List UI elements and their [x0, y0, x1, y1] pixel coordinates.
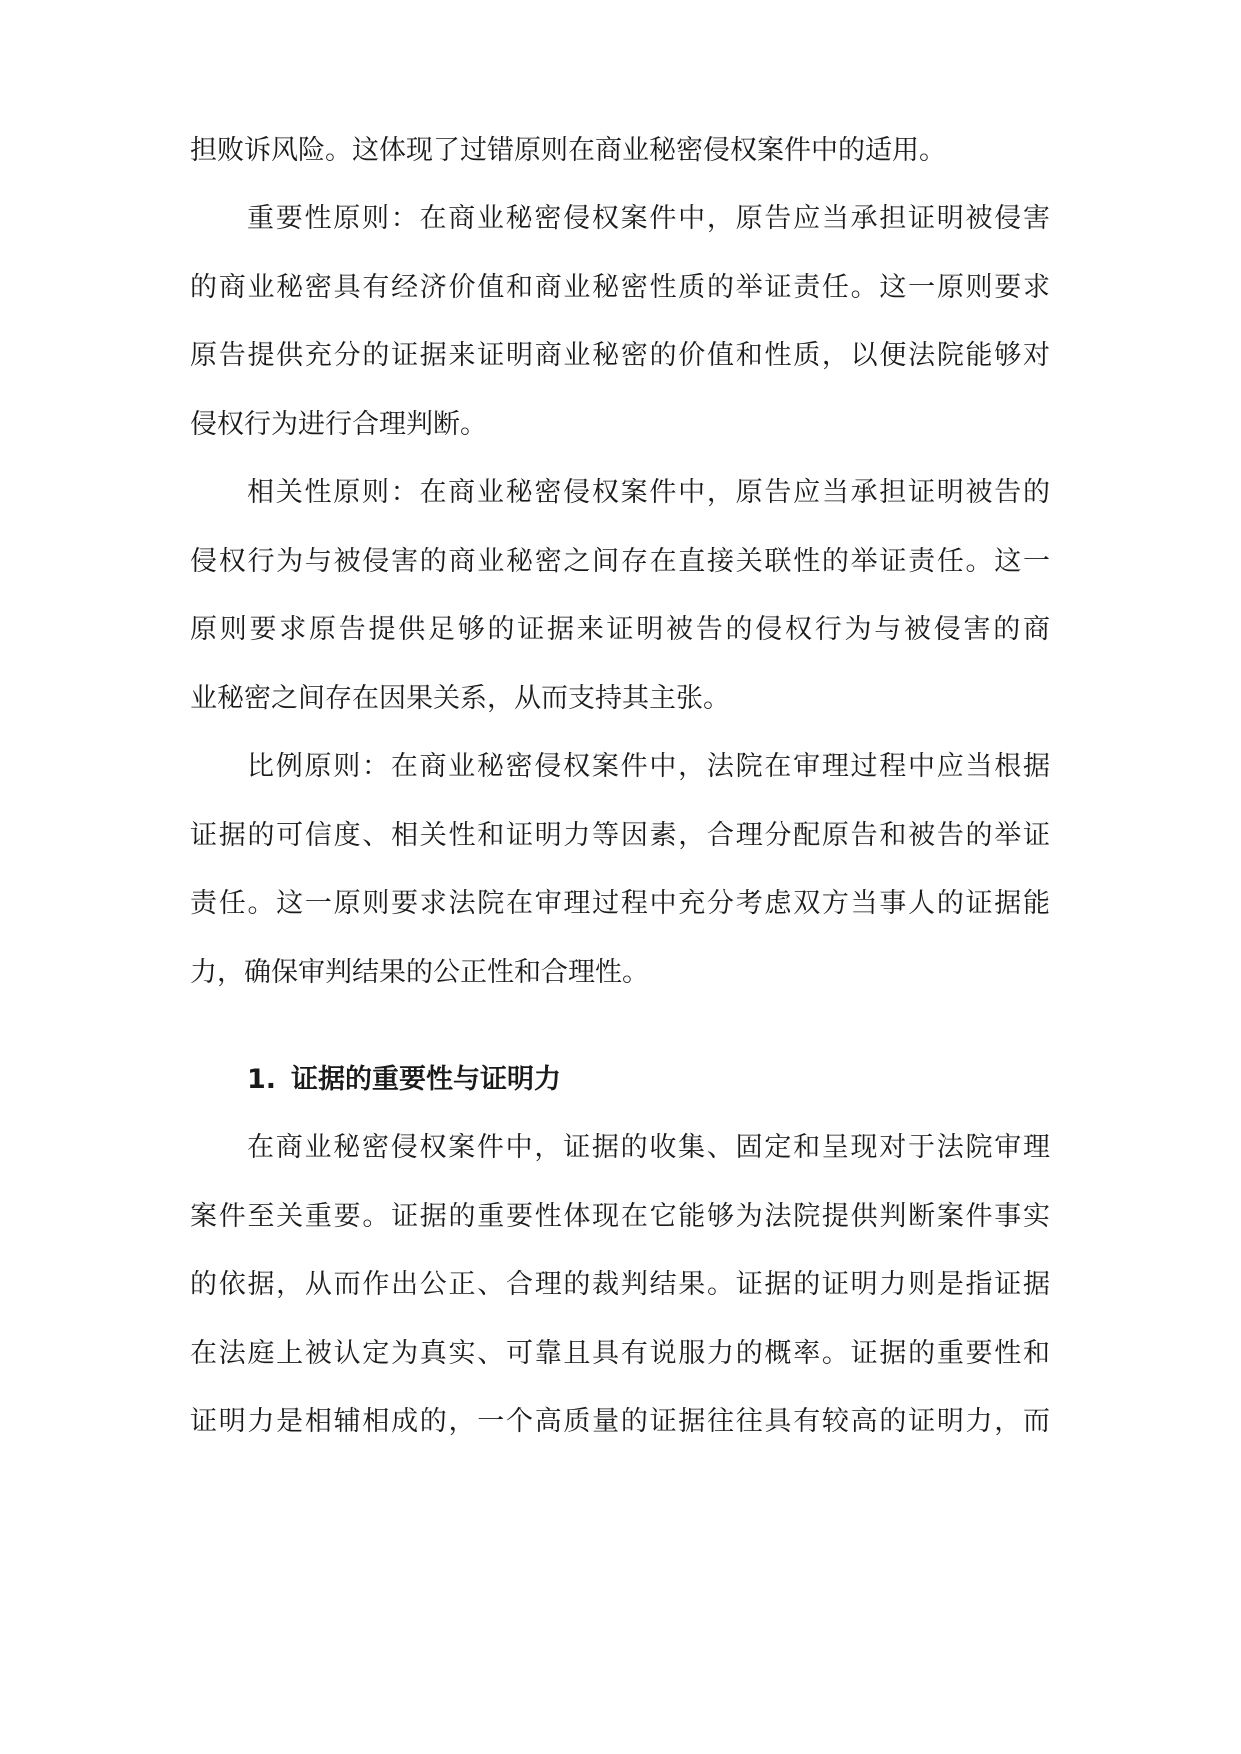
text-line: 的商业秘密具有经济价值和商业秘密性质的举证责任。这一原则要求 — [190, 272, 1050, 303]
text-line: 侵权行为与被侵害的商业秘密之间存在直接关联性的举证责任。这一 — [190, 546, 1050, 577]
text-line: 证据的可信度、相关性和证明力等因素，合理分配原告和被告的举证 — [190, 820, 1050, 851]
text-line: 力，确保审判结果的公正性和合理性。 — [190, 957, 649, 988]
text-line: 重要性原则：在商业秘密侵权案件中，原告应当承担证明被侵害 — [247, 203, 1050, 234]
text-line: 相关性原则：在商业秘密侵权案件中，原告应当承担证明被告的 — [247, 477, 1050, 508]
text-line: 比例原则：在商业秘密侵权案件中，法院在审理过程中应当根据 — [247, 751, 1050, 782]
text-line: 案件至关重要。证据的重要性体现在它能够为法院提供判断案件事实 — [190, 1201, 1050, 1232]
section-title: 证据的重要性与证明力 — [291, 1064, 561, 1095]
text-line: 原则要求原告提供足够的证据来证明被告的侵权行为与被侵害的商 — [190, 614, 1050, 645]
section-number: 1. — [247, 1064, 277, 1095]
text-line: 原告提供充分的证据来证明商业秘密的价值和性质，以便法院能够对 — [190, 340, 1050, 371]
text-line: 证明力是相辅相成的，一个高质量的证据往往具有较高的证明力，而 — [190, 1406, 1050, 1437]
text-line: 担败诉风险。这体现了过错原则在商业秘密侵权案件中的适用。 — [190, 135, 946, 166]
text-line: 在法庭上被认定为真实、可靠且具有说服力的概率。证据的重要性和 — [190, 1338, 1050, 1369]
text-line: 侵权行为进行合理判断。 — [190, 409, 487, 440]
text-line: 的依据，从而作出公正、合理的裁判结果。证据的证明力则是指证据 — [190, 1269, 1050, 1300]
section-heading — [247, 1060, 561, 1100]
text-line: 责任。这一原则要求法院在审理过程中充分考虑双方当事人的证据能 — [190, 888, 1050, 919]
text-line: 业秘密之间存在因果关系，从而支持其主张。 — [190, 683, 730, 714]
text-line: 在商业秘密侵权案件中，证据的收集、固定和呈现对于法院审理 — [247, 1132, 1050, 1163]
